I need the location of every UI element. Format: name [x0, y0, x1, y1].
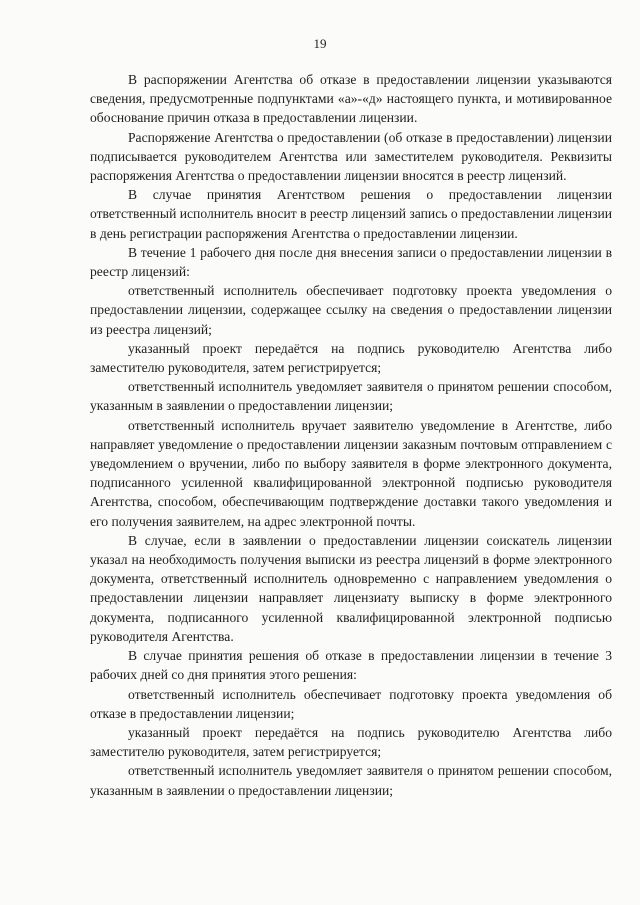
paragraph-notify-applicant: ответственный исполнитель уведомляет заявителя о принятом решении способом, указанным в заявлении о предоставлении лицензии;	[90, 379, 612, 414]
paragraph-notify-applicant-refusal: ответственный исполнитель уведомляет заявителя о принятом решении способом, указанным в заявлении о предоставлении лицензии;	[90, 763, 612, 798]
paragraph-prepare-refusal-notice: ответственный исполнитель обеспечивает подготовку проекта уведомления об отказе в предоставлении лицензии;	[90, 686, 612, 721]
paragraph-refusal-order-contents: В распоряжении Агентства об отказе в предоставлении лицензии указываются сведения, предусмотренные подпунктами «а»-«д» настоящего пункта, и мотивированное обоснование причин отказа в предоставлении лицензии.	[90, 72, 612, 126]
paragraph-notice-signing: указанный проект передаётся на подпись руководителю Агентства либо заместителю руководителя, затем регистрируется;	[90, 340, 612, 376]
paragraph-order-signing: Распоряжение Агентства о предоставлении (об отказе в предоставлении) лицензии подписывается руководителем Агентства или заместителем руководителя. Реквизиты распоряжения Агентства о предоставлении лицензии вносятся в реестр лицензий.	[90, 129, 612, 184]
paragraph-registry-entry: В случае принятия Агентством решения о предоставлении лицензии ответственный исполнитель вносит в реестр лицензий запись о предоставлении лицензии в день регистрации распоряжения Агентства о предоставлении лицензии.	[90, 187, 613, 241]
paragraph-refusal-notice-signing: указанный проект передаётся на подпись руководителю Агентства либо заместителю руководителя, затем регистрируется;	[90, 724, 612, 760]
document-body	[90, 70, 612, 800]
paragraph-one-working-day: В течение 1 рабочего дня после дня внесения записи о предоставлении лицензии в реестр лицензий:	[90, 244, 612, 280]
page-number: 19	[313, 36, 327, 51]
paragraph-deliver-notice: ответственный исполнитель вручает заявителю уведомление в Агентстве, либо направляет уведомление о предоставлении лицензии заказным почтовым отправлением с уведомлением о вручении, либо по выбору заявителя в форме электронного документа, подписанного усиленной квалифицированной электронной подписью руководителя Агентства, способом, обеспечивающим подтверждение доставки такого уведомления и его получения заявителем, на адрес электронной почты.	[90, 417, 612, 529]
paragraph-registry-extract: В случае, если в заявлении о предоставлении лицензии соискатель лицензии указал на необходимость получения выписки из реестра лицензий в форме электронного документа, ответственный исполнитель одновременно с направлением уведомления о предоставлении лицензии направляет лицензиату выписку в форме электронного документа, подписанного усиленной квалифицированной электронной подписью руководителя Агентства.	[90, 532, 612, 644]
paragraph-refusal-three-days: В случае принятия решения об отказе в предоставлении лицензии в течение 3 рабочих дней со дня принятия этого решения:	[90, 648, 612, 683]
paragraph-prepare-notice: ответственный исполнитель обеспечивает подготовку проекта уведомления о предоставлении лицензии, содержащее ссылку на сведения о предоставлении лицензии из реестра лицензий;	[90, 283, 612, 337]
